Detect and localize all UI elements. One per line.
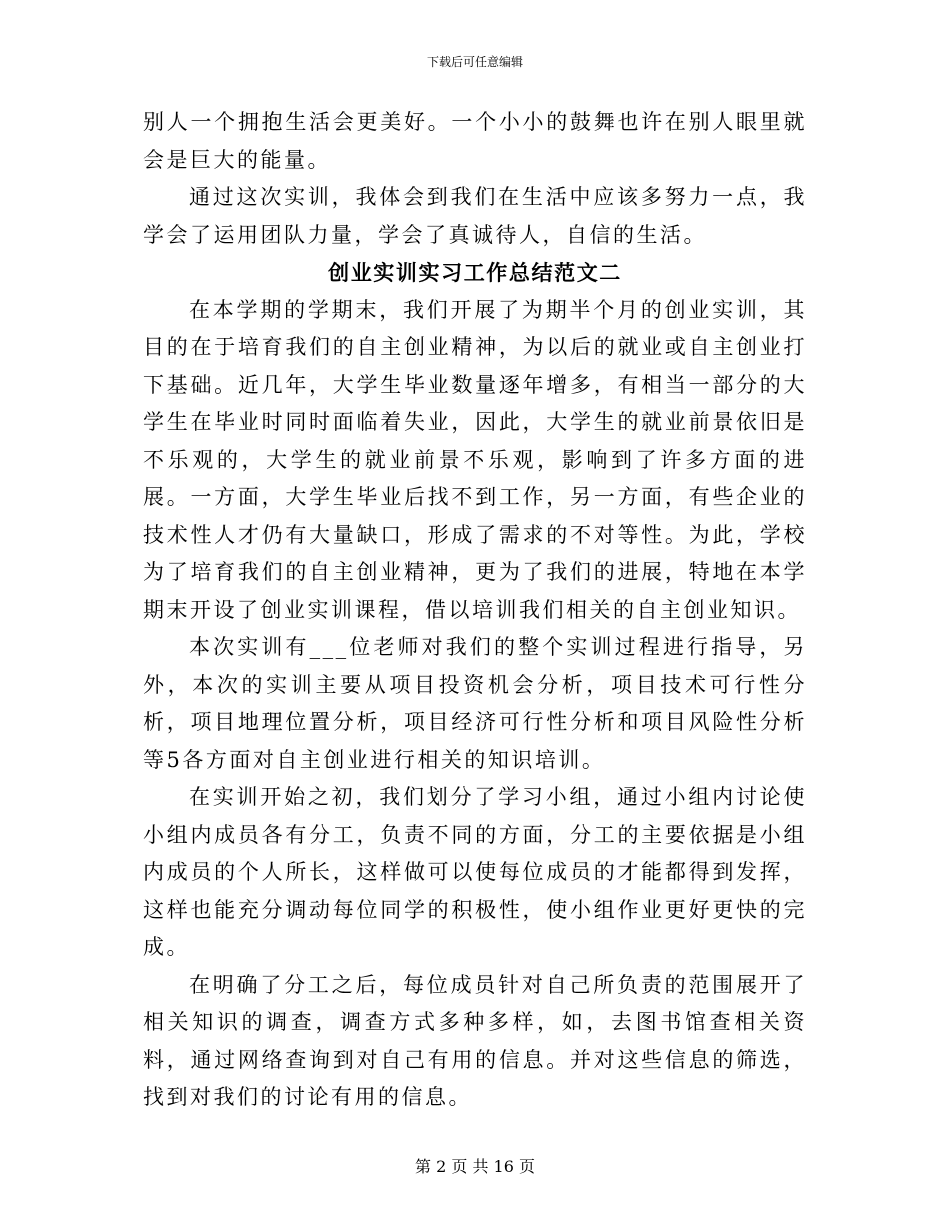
paragraph-training-content: 本次实训有___位老师对我们的整个实训过程进行指导，另外，本次的实训主要从项目投资机会分析，项目技术可行性分析，项目地理位置分析，项目经济可行性分析和项目风险性分析等5各方面对自主创业进行相关的知识培训。 [143,635,807,772]
paragraph-intro: 在本学期的学期末，我们开展了为期半个月的创业实训，其目的在于培育我们的自主创业精神，为以后的就业或自主创业打下基础。近几年，大学生毕业数量逐年增多，有相当一部分的大学生在毕业时同时面临着失业，因此，大学生的就业前景依旧是不乐观的，大学生的就业前景不乐观，影响到了许多方面的进展。一方面，大学生毕业后找不到工作，另一方面，有些企业的技术性人才仍有大量缺口，形成了需求的不对等性。为此，学校为了培育我们的自主创业精神，更为了我们的进展，特地在本学期末开设了创业实训课程，借以培训我们相关的自主创业知识。 [143,297,807,622]
document-body [143,104,807,1117]
page-header: 下载后可任意编辑 [426,55,523,69]
paragraph-groups: 在实训开始之初，我们划分了学习小组，通过小组内讨论使小组内成员各有分工，负责不同的方面，分工的主要依据是小组内成员的个人所长，这样做可以使每位成员的才能都得到发挥，这样也能充分调动每位同学的积极性，使小组作业更好更快的完成。 [143,785,807,959]
paragraph-conclusion: 通过这次实训，我体会到我们在生活中应该多努力一点，我学会了运用团队力量，学会了真诚待人，自信的生活。 [143,185,807,247]
page-footer: 第 2 页 共 16 页 [415,1157,535,1176]
paragraph-continued: 别人一个拥抱生活会更美好。一个小小的鼓舞也许在别人眼里就会是巨大的能量。 [143,110,807,172]
paragraph-research: 在明确了分工之后，每位成员针对自己所负责的范围展开了相关知识的调查，调查方式多种多样，如，去图书馆查相关资料，通过网络查询到对自己有用的信息。并对这些信息的筛选，找到对我们的讨论有用的信息。 [143,972,807,1109]
section-title: 创业实训实习工作总结范文二 [328,260,622,285]
